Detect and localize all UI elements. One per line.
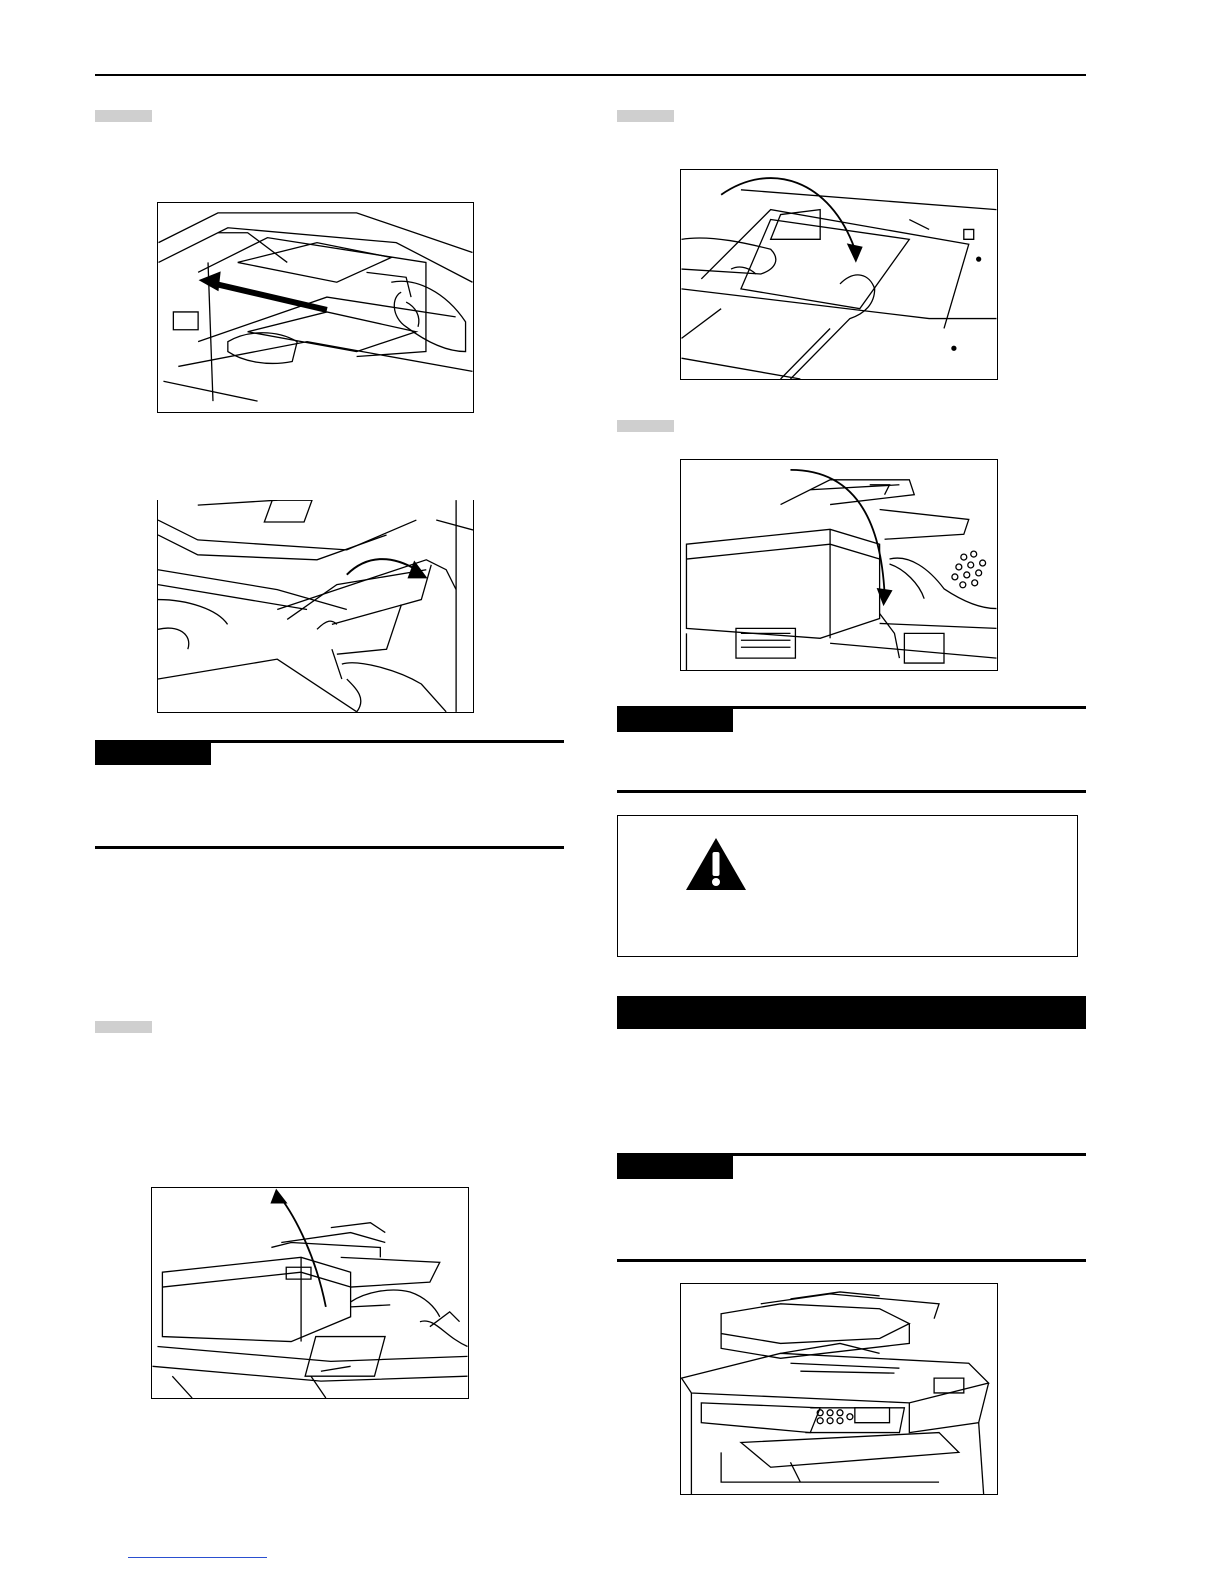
step-tab-right-2 [617, 420, 674, 432]
link-underline[interactable] [128, 1557, 267, 1558]
figure-place-original [680, 169, 998, 380]
figure-machine-overview [680, 1283, 998, 1495]
header-rule [95, 74, 1086, 76]
note-rule-bottom-right-2 [617, 1259, 1086, 1262]
note-rule-bottom-left [95, 846, 564, 849]
note-rule-bottom-right-1 [617, 790, 1086, 793]
caution-box [617, 815, 1078, 957]
note-tab-right-2 [617, 1155, 733, 1179]
note-tab-right-1 [617, 708, 733, 732]
note-rule-top-right-1 [617, 706, 1086, 709]
note-tab-left [95, 741, 211, 765]
figure-eject-guide [157, 500, 474, 713]
figure-feeder-slide [157, 202, 474, 413]
step-tab-left-1 [95, 110, 152, 122]
step-tab-left-2 [95, 1021, 152, 1033]
figure-open-feeder [151, 1187, 469, 1399]
figure-close-feeder [680, 459, 998, 671]
note-rule-top-left [95, 740, 564, 743]
section-heading-bar [617, 996, 1086, 1029]
note-rule-top-right-2 [617, 1153, 1086, 1156]
step-tab-right-1 [617, 110, 674, 122]
warning-triangle-icon [684, 836, 748, 892]
